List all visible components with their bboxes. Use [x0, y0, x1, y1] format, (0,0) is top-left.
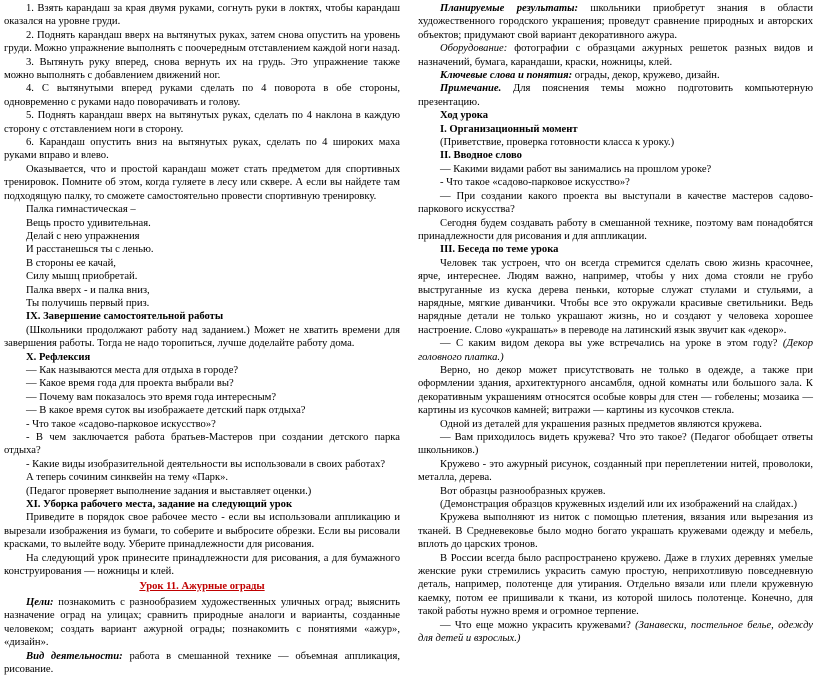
poem-line: Палка вверх - и палка вниз, [4, 284, 400, 297]
lesson-title [4, 580, 400, 593]
exercise-3: 3. Вытянуть руку вперед, снова вернуть их на грудь. Это упражнение также можно выполнять с добавлением движений ног. [4, 56, 400, 83]
exercise-note: Оказывается, что и простой карандаш может стать предметом для спортивных тренировок. Помните об этом, когда гуляете в лесу или сквере. А если вы найдете там подходящую палку, то сможете самостоятельно провести спортивную тренировку. [4, 163, 400, 203]
reflection-question: — Почему вам показалось это время года интересным? [4, 391, 400, 404]
talk-question-hint: (Занавески, постельное белье, одежду для детей и взрослых.) [418, 620, 813, 644]
section-11-heading: XI. Уборка рабочего места, задание на следующий урок [4, 498, 400, 511]
keywords [418, 69, 813, 82]
goals-text: познакомить с разнообразием художественных уличных оград; выяснить назначение оград на улицах; сравнить природные аналоги и варианты, созданные человеком; создать вариант ажурной ограды; познакомить с понятиями «ажур», «дизайн». [4, 597, 400, 648]
goals-label: Цели: [26, 597, 54, 608]
poem-line: И расстанешься ты с ленью. [4, 243, 400, 256]
lesson-course-heading: Ход урока [418, 109, 813, 122]
results-text: школьники приобретут знания в области художественного городского украшения; проведут сравнение природных и авторских объектов; придумают свой вариант декоративного ажура. [418, 3, 813, 41]
talk-question-text: — С каким видом декора вы уже встречались на уроке в этом году? [440, 338, 778, 349]
lesson-title-link[interactable]: Урок 11. Ажурные ограды [139, 581, 264, 592]
activity-text: работа в смешанной технике — объемная аппликация, рисование. [4, 651, 400, 675]
reflection-question: — В какое время суток вы изображаете детский парк отдыха? [4, 404, 400, 417]
exercise-4: 4. С вытянутыми вперед руками сделать по 4 поворота в обе стороны, одновременно с руками надо поворачивать и голову. [4, 82, 400, 109]
keywords-label: Ключевые слова и понятия: [440, 70, 572, 81]
talk-paragraph: Человек так устроен, что он всегда стремится сделать свою жизнь красочнее, ярче, интереснее. Людям важно, например, чтобы у них дома стояли не грубо выструганные из куска дерева пеньки, которые служат стулами и стульями, а нарядные, мягкие диванчики. Чтобы все это окружали красивые светильники. Ведь нарядные детали не только украшают жизнь, но и создают у человека хорошее настроение. Слово «украшать» в переводе на латинский язык звучит как «декор». [418, 257, 813, 337]
section-10-heading: X. Рефлексия [4, 351, 400, 364]
planned-results [418, 2, 813, 42]
equipment [418, 42, 813, 69]
talk-paragraph: Верно, но декор может присутствовать не только в одежде, а также при оформлении здания, архитектурного ансамбля, одной комнаты или большого зала. К декоративным украшениям относятся особые ковры для стен — гобелены; мозаика — картины из кусочков камней; витражи — картины из кусочков стекла. [418, 364, 813, 418]
exercise-2: 2. Поднять карандаш вверх на вытянутых руках, затем снова опустить на уровень груди. Можно упражнение выполнять с поочередным отставлением каждой ноги назад. [4, 29, 400, 56]
intro-question: — При создании какого проекта вы выступали в качестве мастеров садово-паркового искусства? [418, 190, 813, 217]
talk-paragraph: Кружева выполняют из ниток с помощью плетения, вязания или вырезания из тканей. В Средневековье было модно богато украшать кружевами одежду и мебель, вплоть до царских тронов. [418, 511, 813, 551]
activity-label: Вид деятельности: [26, 651, 123, 662]
remark-label: Примечание. [440, 83, 501, 94]
talk-question-hint: (Декор головного платка.) [418, 338, 813, 362]
equipment-text: фотографии с образцами ажурных решеток разных видов и назначений, бумага, карандаши, краски, ножницы, клей. [418, 43, 813, 67]
reflection-question: - Что такое «садово-парковое искусство»? [4, 418, 400, 431]
section-1-text: (Приветствие, проверка готовности класса к уроку.) [418, 136, 813, 149]
talk-question-text: — Что еще можно украсить кружевами? [440, 620, 631, 631]
poem-line: Вещь просто удивительная. [4, 217, 400, 230]
talk-question [418, 619, 813, 646]
reflection-question: - В чем заключается работа братьев-Мастеров при создании детского парка отдыха? [4, 431, 400, 458]
goals [4, 596, 400, 650]
intro-question: — Какими видами работ вы занимались на прошлом уроке? [418, 163, 813, 176]
keywords-text: ограды, декор, кружево, дизайн. [572, 70, 719, 81]
section-9-heading: IX. Завершение самостоятельной работы [4, 310, 400, 323]
talk-paragraph: (Демонстрация образцов кружевных изделий или их изображений на слайдах.) [418, 498, 813, 511]
poem-line: Ты получишь первый приз. [4, 297, 400, 310]
poem [4, 203, 400, 310]
right-column [418, 2, 813, 646]
activity [4, 650, 400, 676]
section-11-text: Приведите в порядок свое рабочее место - если вы использовали аппликацию и вырезали изображения из бумаги, то соберите и выбросите обрезки. Если вы рисовали красками, то вылейте воду. Уберите принадлежности для рисования. [4, 511, 400, 551]
section-9-text: (Школьники продолжают работу над заданием.) Может не хватить времени для завершения работы. Тогда не надо торопиться, лучше доделайте работу дома. [4, 324, 400, 351]
remark-text: Для пояснения темы можно подготовить компьютерную презентацию. [418, 83, 813, 107]
teacher-check: (Педагог проверяет выполнение задания и выставляет оценки.) [4, 485, 400, 498]
exercise-1: 1. Взять карандаш за края двумя руками, согнуть руки в локтях, чтобы карандаш оказался на уровне груди. [4, 2, 400, 29]
exercise-6: 6. Карандаш опустить вниз на вытянутых руках, сделать по 4 широких маха руками вправо и влево. [4, 136, 400, 163]
talk-paragraph: В России всегда было распространено кружево. Даже в глухих деревнях умелые женские руки стремились украсить самую простую, неприхотливую повседневную деталь, например, полотенце для утирания. Отдельно вязали или плели кружевную каемку, потом ее пришивали к ткани, из которой шилось полотенце. Конечно, для такой работы нужно время и огромное терпение. [418, 552, 813, 619]
reflection-question: — Как называются места для отдыха в городе? [4, 364, 400, 377]
talk-paragraph: — Вам приходилось видеть кружева? Что это такое? (Педагог обобщает ответы школьников.) [418, 431, 813, 458]
intro-text: Сегодня будем создавать работу в смешанной технике, поэтому вам понадобятся принадлежности для рисования и для аппликации. [418, 217, 813, 244]
poem-line: Делай с нею упражнения [4, 230, 400, 243]
intro-question: - Что такое «садово-парковое искусство»? [418, 176, 813, 189]
poem-line: В стороны ее качай, [4, 257, 400, 270]
section-1-heading: I. Организационный момент [418, 123, 813, 136]
poem-line: Палка гимнастическая – [4, 203, 400, 216]
section-3-heading: III. Беседа по теме урока [418, 243, 813, 256]
poem-line: Силу мышц приобретай. [4, 270, 400, 283]
talk-question [418, 337, 813, 364]
remark [418, 82, 813, 109]
talk-paragraph: Кружево - это ажурный рисунок, созданный при переплетении нитей, проволоки, металла, дерева. [418, 458, 813, 485]
reflection-question: - Какие виды изобразительной деятельности вы использовали в своих работах? [4, 458, 400, 471]
section-2-heading: II. Вводное слово [418, 149, 813, 162]
next-lesson-text: На следующий урок принесите принадлежности для рисования, а для бумажного конструирования — ножницы и клей. [4, 552, 400, 579]
results-label: Планируемые результаты: [440, 3, 578, 14]
reflection-question: — Какое время года для проекта выбрали вы? [4, 377, 400, 390]
equipment-label: Оборудование: [440, 43, 507, 54]
syncwine-task: А теперь сочиним синквейн на тему «Парк». [4, 471, 400, 484]
talk-paragraph: Одной из деталей для украшения разных предметов являются кружева. [418, 418, 813, 431]
exercise-5: 5. Поднять карандаш вверх на вытянутых руках, сделать по 4 наклона в каждую сторону с отставлением ноги в сторону. [4, 109, 400, 136]
talk-paragraph: Вот образцы разнообразных кружев. [418, 485, 813, 498]
left-column [4, 2, 400, 676]
